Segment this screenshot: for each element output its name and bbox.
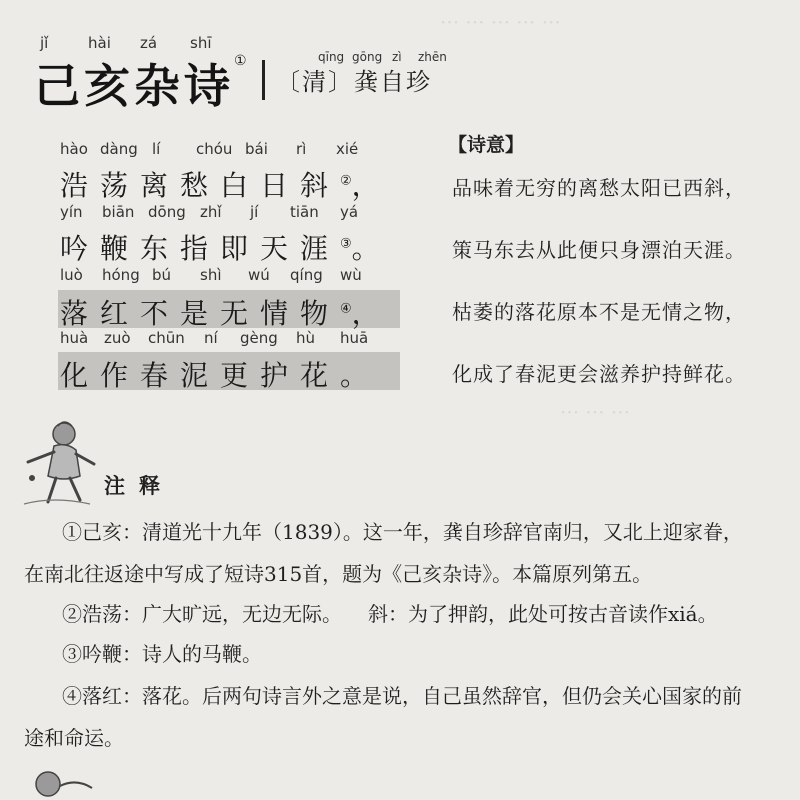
- author-pinyin-1: qīng: [318, 50, 345, 64]
- note-1-line-2: 在南北往返途中写成了短诗315首，题为《己亥杂诗》。本篇原列第五。: [24, 562, 653, 586]
- meaning-heading: 【诗意】: [448, 134, 525, 156]
- footnote-marker: ②: [340, 173, 352, 189]
- child-illustration: [14, 420, 100, 508]
- poem-pinyin: wú: [248, 266, 270, 284]
- title-pinyin-3: zá: [140, 34, 158, 52]
- poem-pinyin: chóu: [196, 140, 233, 158]
- poem-pinyin: tiān: [290, 203, 319, 221]
- meaning-line-4: 化成了春泥更会滋养护持鲜花。: [452, 362, 746, 386]
- poem-pinyin: zhǐ: [200, 203, 222, 221]
- meaning-line-2: 策马东去从此便只身漂泊天涯。: [452, 238, 746, 262]
- note-4-line-2: 途和命运。: [24, 726, 124, 750]
- poem-pinyin: dōng: [148, 203, 186, 221]
- poem-pinyin: shì: [200, 266, 222, 284]
- poem-punct: ，: [351, 169, 392, 202]
- note-2: [62, 598, 718, 627]
- note-4-line-1: ④落红：落花。后两句诗言外之意是说，自己虽然辞官，但仍会关心国家的前: [62, 684, 742, 708]
- poem-line-text: 落红不是无情物: [60, 297, 341, 330]
- meaning-line-1: 品味着无穷的离愁太阳已西斜，: [452, 176, 746, 200]
- author-pinyin-2: gōng: [352, 50, 383, 64]
- poem-pinyin: gèng: [240, 329, 278, 347]
- bleed-through-texture: ··· ··· ··· ··· ···: [440, 10, 561, 34]
- poem-punct: ，: [351, 297, 392, 330]
- poem-pinyin: chūn: [148, 329, 185, 347]
- title-divider: [262, 60, 265, 100]
- meaning-line-3: 枯萎的落花原本不是无情之物，: [452, 300, 746, 324]
- note-1-line-1: ①己亥：清道光十九年（1839）。这一年，龚自珍辞官南归，又北上迎家眷，: [62, 520, 743, 544]
- poem-pinyin: hù: [296, 329, 316, 347]
- poem-pinyin: ní: [204, 329, 218, 347]
- poem-pinyin: yín: [60, 203, 83, 221]
- title-pinyin-4: shī: [190, 34, 212, 52]
- note-3: ③吟鞭：诗人的马鞭。: [62, 642, 262, 666]
- author-pinyin-4: zhēn: [418, 50, 447, 64]
- footnote-marker: ④: [340, 301, 352, 317]
- author-pinyin-3: zì: [392, 50, 402, 64]
- poem-pinyin: qíng: [290, 266, 323, 284]
- note-2-part-b: 斜：为了押韵，此处可按古音读作xiá。: [368, 602, 718, 626]
- poem-punct: 。: [351, 232, 392, 265]
- bleed-through-texture: ··· ··· ···: [560, 400, 630, 424]
- poem-line-3: [60, 292, 392, 332]
- poem-line-4: [60, 354, 380, 394]
- poem-author: 〔清〕龚自珍: [276, 68, 432, 96]
- poem-pinyin: bú: [152, 266, 172, 284]
- child-illustration-bottom: [26, 764, 96, 800]
- poem-pinyin: lí: [152, 140, 161, 158]
- poem-pinyin: dàng: [100, 140, 138, 158]
- poem-pinyin: jí: [250, 203, 259, 221]
- poem-line-text: 化作春泥更护花: [60, 359, 341, 392]
- poem-line-2: [60, 227, 392, 267]
- poem-line-text: 浩荡离愁白日斜: [60, 169, 341, 202]
- notes-heading: 注释: [104, 473, 174, 498]
- poem-line-1: [60, 164, 392, 204]
- title-pinyin-1: jǐ: [40, 34, 49, 52]
- poem-pinyin: wù: [340, 266, 362, 284]
- poem-pinyin: luò: [60, 266, 83, 284]
- poem-punct: 。: [340, 359, 381, 392]
- poem-pinyin: rì: [296, 140, 307, 158]
- title-pinyin-2: hài: [88, 34, 111, 52]
- poem-pinyin: xié: [336, 140, 359, 158]
- title-footnote-marker: ①: [234, 53, 247, 69]
- poem-pinyin: hóng: [102, 266, 140, 284]
- poem-pinyin: zuò: [104, 329, 131, 347]
- poem-line-text: 吟鞭东指即天涯: [60, 232, 341, 265]
- poem-pinyin: hào: [60, 140, 88, 158]
- poem-pinyin: huā: [340, 329, 369, 347]
- poem-pinyin: bái: [245, 140, 268, 158]
- poem-pinyin: biān: [102, 203, 135, 221]
- poem-pinyin: yá: [340, 203, 359, 221]
- poem-pinyin: huà: [60, 329, 89, 347]
- poem-title: 己亥杂诗: [34, 59, 234, 113]
- footnote-marker: ③: [340, 236, 352, 252]
- note-2-part-a: ②浩荡：广大旷远，无边无际。: [62, 602, 342, 626]
